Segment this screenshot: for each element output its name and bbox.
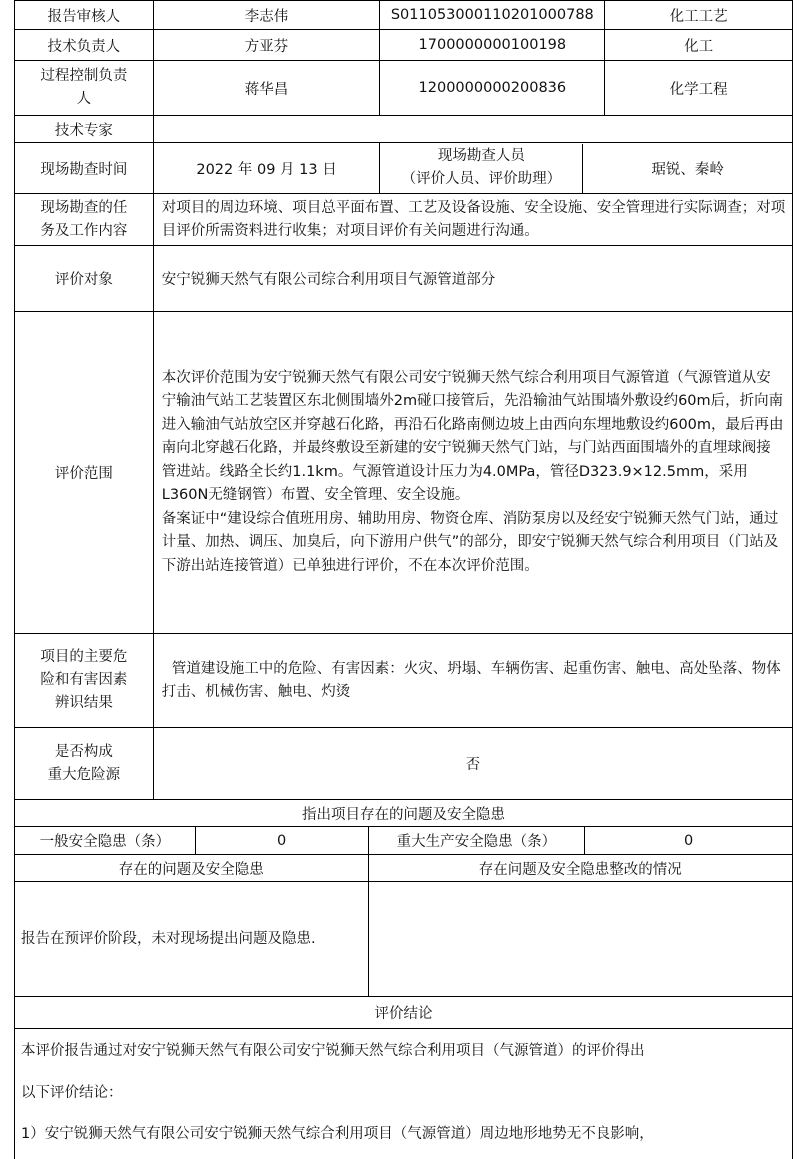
general-hazard-count: 0	[195, 827, 368, 855]
reviewer-name: 李志伟	[153, 1, 380, 30]
conclusion-line-2: 以下评价结论：	[21, 1085, 123, 1101]
info-table	[14, 0, 793, 800]
issues-right-text	[368, 882, 792, 997]
survey-time-label: 现场勘查时间	[15, 143, 154, 194]
major-hazard-label: 是否构成 重大危险源	[15, 728, 154, 800]
conclusion-line-1: 本评价报告通过对安宁锐狮天然气有限公司安宁锐狮天然气综合利用项目（气源管道）的评价得出	[21, 1043, 645, 1059]
scope-label: 评价范围	[15, 312, 154, 634]
object-label: 评价对象	[15, 246, 154, 312]
scope-para-1: 本次评价范围为安宁锐狮天然气有限公司安宁锐狮天然气综合利用项目气源管道（气源管道从安宁输油气站工艺装置区东北侧围墙外2m碰口接管后，先沿输油气站围墙外敷设约60m后，折向南进入输油气站放空区并穿越石化路，再沿石化路南侧边坡上由西向东埋地敷设约600m，最后再由南向北穿越石化路，并最终敷设至新建的安宁锐狮天然气门站，与门站西面围墙外的直埋球阀接管进站。线路全长约1.1km。气源管道设计压力为4.0MPa，管径D323.9×12.5mm，采用L360N无缝钢管）布置、安全管理、安全设施。	[161, 369, 784, 504]
conclusion-header: 评价结论	[15, 997, 793, 1029]
reviewer-label: 报告审核人	[15, 1, 154, 30]
issues-table	[14, 799, 793, 1159]
scope-text	[153, 312, 792, 634]
tech-lead-label: 技术负责人	[15, 30, 154, 61]
conclusion-body	[15, 1029, 793, 1159]
major-hazard-count: 0	[585, 827, 793, 855]
survey-task-text: 对项目的周边环境、项目总平面布置、工艺及设备设施、安全设施、安全管理进行实际调查；对项目评价所需资料进行收集；对项目评价有关问题进行沟通。	[153, 194, 792, 246]
tech-lead-major: 化工	[605, 30, 793, 61]
expert-value	[153, 116, 792, 143]
object-text: 安宁锐狮天然气有限公司综合利用项目气源管道部分	[153, 246, 792, 312]
reviewer-cert: S011053000110201000788	[380, 1, 605, 30]
scope-para-2: 备案证中“建设综合值班用房、辅助用房、物资仓库、消防泵房以及经安宁锐狮天然气门站，通过计量、加热、调压、加臭后，向下游用户供气”的部分，即安宁锐狮天然气综合利用项目（门站及下游出站连接管道）已单独进行评价，不在本次评价范围。	[161, 510, 779, 574]
hazard-label: 项目的主要危 险和有害因素 辨识结果	[15, 634, 154, 728]
process-lead-cert: 1200000000200836	[380, 61, 605, 116]
major-hazard-count-label: 重大生产安全隐患（条）	[368, 827, 585, 855]
survey-date: 2022 年 09 月 13 日	[153, 143, 380, 194]
process-lead-label: 过程控制负责 人	[15, 61, 154, 116]
survey-staff: 琚锐、秦岭	[651, 161, 724, 178]
issues-left-text: 报告在预评价阶段，未对现场提出问题及隐患.	[15, 882, 369, 997]
tech-lead-cert: 1700000000100198	[380, 30, 605, 61]
issues-col-right-header: 存在问题及安全隐患整改的情况	[368, 855, 792, 882]
expert-label: 技术专家	[15, 116, 154, 143]
general-hazard-label: 一般安全隐患（条）	[15, 827, 196, 855]
issues-header: 指出项目存在的问题及安全隐患	[15, 800, 793, 827]
major-hazard-value: 否	[153, 728, 792, 800]
process-lead-name: 蒋华昌	[153, 61, 380, 116]
reviewer-major: 化工工艺	[605, 1, 793, 30]
tech-lead-name: 方亚芬	[153, 30, 380, 61]
hazard-text: 管道建设施工中的危险、有害因素：火灾、坍塌、车辆伤害、起重伤害、触电、高处坠落、物体打击、机械伤害、触电、灼烫	[153, 634, 792, 728]
survey-task-label: 现场勘查的任 务及工作内容	[15, 194, 154, 246]
process-lead-major: 化学工程	[605, 61, 793, 116]
conclusion-line-3: 1）安宁锐狮天然气有限公司安宁锐狮天然气综合利用项目（气源管道）周边地形地势无不良影响，	[21, 1126, 654, 1142]
issues-col-left-header: 存在的问题及安全隐患	[15, 855, 369, 882]
survey-staff-label: 现场勘查人员 （评价人员、评价助理）	[380, 144, 583, 193]
